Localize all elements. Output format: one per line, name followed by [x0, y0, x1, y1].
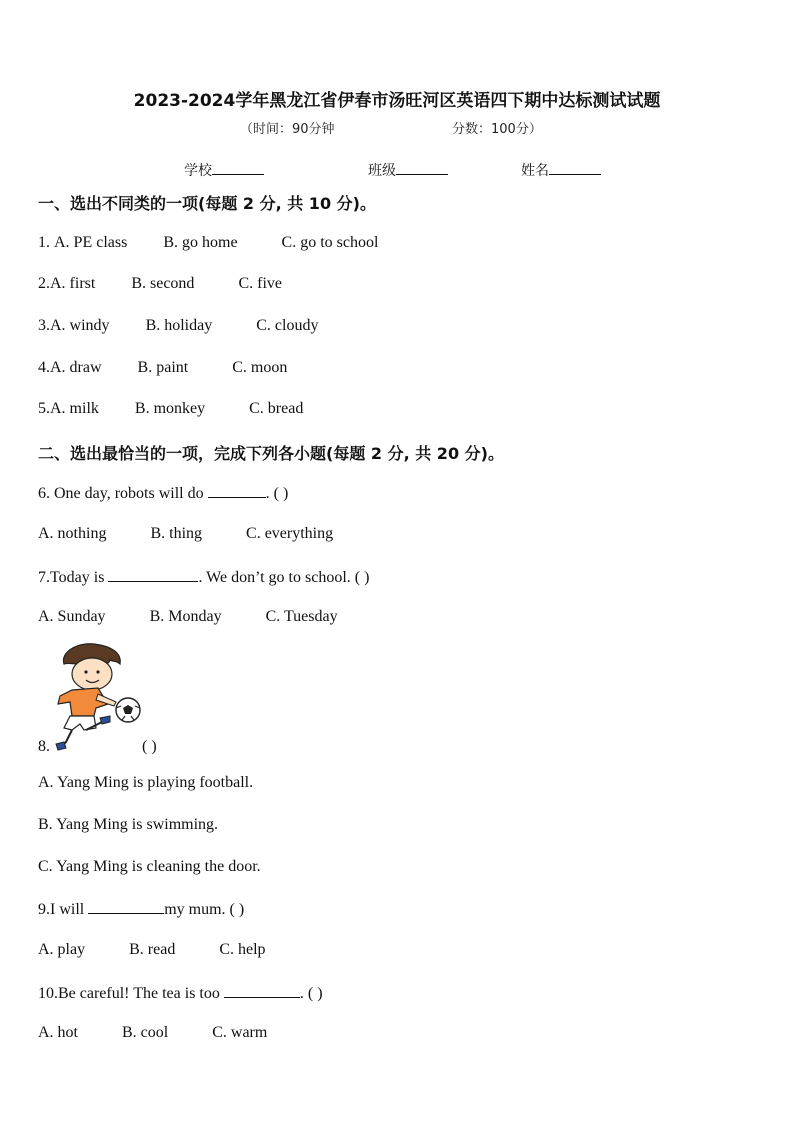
- question-8-option-c: C. Yang Ming is cleaning the door.: [38, 858, 261, 875]
- question-6-options: [38, 525, 333, 543]
- option-a: A. PE class: [54, 234, 128, 251]
- option-a: A. milk: [50, 400, 99, 417]
- boy-playing-football-picture: [50, 642, 146, 752]
- school-blank: [212, 160, 264, 175]
- school-label: 学校: [184, 163, 212, 179]
- option-b: B. read: [129, 941, 176, 958]
- option-c: C. Tuesday: [265, 608, 338, 625]
- option-b: B. monkey: [134, 400, 206, 417]
- page-title: 2023-2024学年黑龙江省伊春市汤旺河区英语四下期中达标测试试题: [133, 91, 661, 111]
- option-a: A. Sunday: [38, 608, 106, 625]
- option-c: C. moon: [232, 359, 288, 376]
- question-3: 3.A. windy B. holiday C. cloudy: [38, 317, 319, 334]
- option-b: B. thing: [150, 525, 203, 542]
- answer-blank: [108, 567, 198, 582]
- option-c: C. everything: [246, 525, 334, 542]
- option-b: B. Monday: [149, 608, 222, 625]
- section2-heading: 二、选出最恰当的一项，完成下列各小题(每题 2 分, 共 20 分)。: [38, 444, 504, 463]
- exam-score: 分数：100分）: [452, 122, 542, 137]
- section1-heading: 一、选出不同类的一项(每题 2 分, 共 10 分)。: [38, 194, 376, 213]
- option-c: C. warm: [212, 1024, 268, 1041]
- question-5: 5.A. milk B. monkey C. bread: [38, 400, 304, 417]
- question-1: 1. A. PE class B. go home C. go to school: [38, 234, 379, 251]
- option-b: B. paint: [137, 359, 189, 376]
- option-c: C. help: [219, 941, 266, 958]
- option-c: C. cloudy: [256, 317, 319, 334]
- class-field: [368, 160, 448, 180]
- question-10: 10.Be careful! The tea is too . ( ): [38, 985, 323, 1002]
- option-b: B. go home: [163, 234, 238, 251]
- name-label: 姓名: [521, 163, 549, 179]
- class-label: 班级: [368, 163, 396, 179]
- class-blank: [396, 160, 448, 175]
- question-8: 8. ( ): [38, 738, 157, 755]
- exam-time: （时间：90分钟: [240, 122, 335, 137]
- question-6: 6. One day, robots will do . ( ): [38, 485, 289, 502]
- option-a: A. play: [38, 941, 86, 958]
- option-a: A. nothing: [38, 525, 107, 542]
- school-field: [184, 160, 264, 180]
- question-8-option-b: B. Yang Ming is swimming.: [38, 816, 219, 833]
- option-c: C. go to school: [281, 234, 379, 251]
- option-b: B. second: [131, 275, 195, 292]
- option-a: A. first: [50, 275, 96, 292]
- answer-blank: [224, 983, 300, 998]
- option-c: C. bread: [249, 400, 304, 417]
- question-7: 7.Today is . We don’t go to school. ( ): [38, 569, 370, 586]
- question-2: 2.A. first B. second C. five: [38, 275, 282, 292]
- name-field: [521, 160, 601, 180]
- question-10-options: [38, 1024, 267, 1042]
- option-a: A. windy: [50, 317, 110, 334]
- answer-blank: [88, 899, 164, 914]
- option-b: B. cool: [122, 1024, 169, 1041]
- answer-blank: [208, 483, 266, 498]
- option-a: A. hot: [38, 1024, 78, 1041]
- option-b: B. holiday: [145, 317, 213, 334]
- question-9-options: [38, 941, 266, 959]
- question-4: 4.A. draw B. paint C. moon: [38, 359, 288, 376]
- question-7-options: [38, 608, 338, 626]
- question-8-option-a: A. Yang Ming is playing football.: [38, 774, 254, 791]
- option-a: A. draw: [50, 359, 102, 376]
- question-9: 9.I will my mum. ( ): [38, 901, 245, 918]
- option-c: C. five: [238, 275, 282, 292]
- name-blank: [549, 160, 601, 175]
